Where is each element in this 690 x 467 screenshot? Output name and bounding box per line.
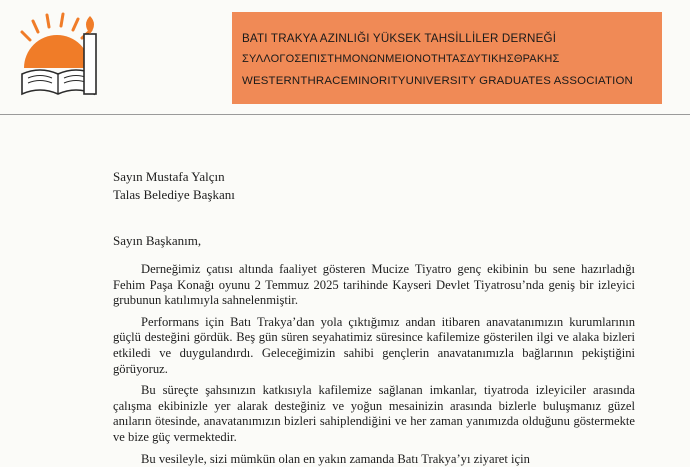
association-logo-icon [18, 10, 108, 106]
recipient-block [113, 168, 235, 204]
salutation: Sayın Başkanım, [113, 233, 202, 248]
paragraph: Bu vesileyle, sizi mümkün olan en yakın zamanda Batı Trakya’yı ziyaret için [141, 451, 530, 466]
paragraph: Bu süreçte şahsınızın katkısıyla kafilemize sağlanan imkanlar, tiyatroda izleyiciler arasında çalışma ekibinizle yer alarak desteğiniz ve yoğun mesainizin arasında bizlerle buluşmanız güzel anıların ötesinde, anavatanımızın bizleri sahiplendiğini ve her zaman yanımızda olduğunu göstermekte ve bize güç vermektedir. [113, 383, 635, 444]
letterhead-divider [0, 114, 690, 115]
letter-body [113, 262, 635, 467]
recipient-title: Talas Belediye Başkanı [113, 187, 235, 202]
paragraph: Derneğimiz çatısı altında faaliyet gösteren Mucize Tiyatro genç ekibinin bu sene hazırladığı Fehim Paşa Konağı oyunu 2 Temmuz 2025 tarihinde Kayseri Devlet Tiyatrosu’nda geniş bir izleyici grubunun katılımıyla sahnelenmiştir. [113, 262, 635, 308]
paragraph: Performans için Batı Trakya’dan yola çıktığımız andan itibaren anavatanımızın kurumlarının güçlü desteğini gördük. Beş gün süren seyahatimiz süresince kafilemize gösterilen ilgi ve alaka bizleri etkiledi ve duygulandırdı. Geleceğimizin sahibi gençlerin anavatanımızla bağlarının pekiştiğini görüyoruz. [113, 314, 635, 376]
letterhead [0, 0, 690, 118]
association-name-english: WESTERNTHRACEMINORITYUNIVERSITY GRADUATES ASSOCIATION [242, 75, 633, 87]
recipient-name: Sayın Mustafa Yalçın [113, 169, 225, 184]
association-name-turkish: BATI TRAKYA AZINLIĞI YÜKSEK TAHSİLLİLER DERNEĞİ [242, 32, 557, 45]
association-name-greek: ΣΥΛΛΟΓΟΣΕΠΙΣΤΗΜΟΝΩΝΜΕΙΟΝΟΤΗΤΑΣΔΥΤΙΚΗΣΘΡΑΚΗΣ [242, 53, 560, 65]
